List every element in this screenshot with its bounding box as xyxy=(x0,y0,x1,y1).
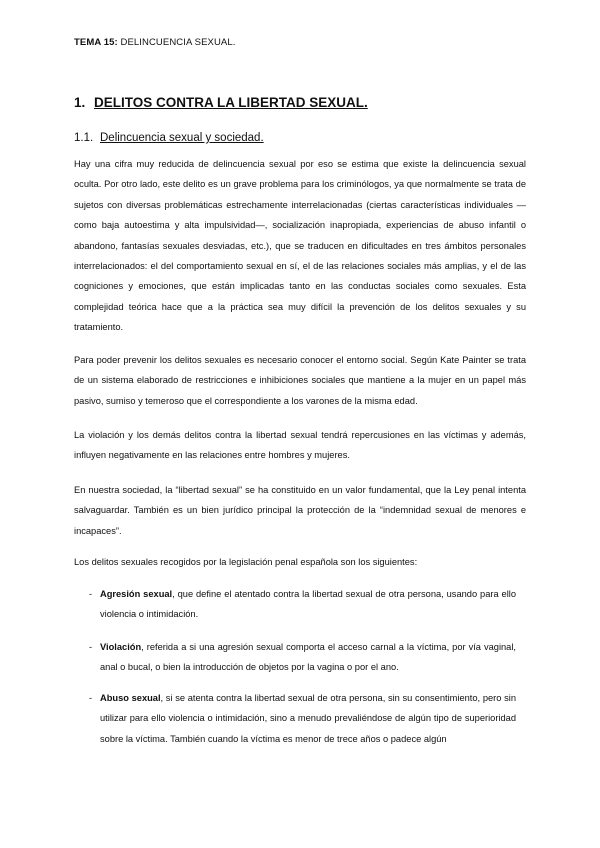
list-dash: - xyxy=(89,693,93,703)
section-title: DELITOS CONTRA LA LIBERTAD SEXUAL. xyxy=(94,95,368,110)
paragraph: En nuestra sociedad, la “libertad sexual” se ha constituido en un valor fundamental, que la Ley penal intenta salvaguardar. También es un bien jurídico principal la protección de la “indemnidad sexual de menores e incapaces”. xyxy=(74,485,526,536)
list-item-content xyxy=(100,637,516,678)
tema-label: TEMA 15: xyxy=(74,37,118,48)
list-dash: - xyxy=(89,589,93,599)
list-item-term: Violación xyxy=(100,642,142,652)
paragraph: Para poder prevenir los delitos sexuales es necesario conocer el entorno social. Según Kate Painter se trata de un sistema elaborado de restricciones e inhibiciones sociales que mantiene a la mujer en un papel más pasivo, sumiso y temeroso que el correspondiente a los varones de la misma edad. xyxy=(74,355,526,406)
list-item-term: Agresión sexual xyxy=(100,589,173,599)
list-item-text: , que define el atentado contra la libertad sexual de otra persona, usando para ello violencia o intimidación. xyxy=(100,589,517,620)
running-header xyxy=(74,37,235,48)
tema-title: DELINCUENCIA SEXUAL. xyxy=(120,37,236,48)
paragraph: Los delitos sexuales recogidos por la legislación penal española son los siguientes: xyxy=(74,557,418,567)
subsection-title: Delincuencia sexual y sociedad. xyxy=(100,132,264,144)
list-item-content xyxy=(100,584,516,625)
list-item-content xyxy=(100,688,516,749)
list-item-text: , referida a si una agresión sexual comporta el acceso carnal a la víctima, por vía vaginal, anal o bucal, o bien la introducción de objetos por la vagina o por el ano. xyxy=(100,642,516,673)
paragraph: La violación y los demás delitos contra la libertad sexual tendrá repercusiones en las víctimas y además, influyen negativamente en las relaciones entre hombres y mujeres. xyxy=(74,430,526,461)
section-heading xyxy=(74,95,368,110)
list-item-text: , si se atenta contra la libertad sexual de otra persona, sin su consentimiento, pero sin utilizar para ello violencia o intimidación, sino a menudo prevaliéndose de algún tipo de superioridad sobre la víctima. También cuando la víctima es menor de trece años o padece algún xyxy=(100,693,516,744)
list-dash: - xyxy=(89,642,93,652)
list-item-term: Abuso sexual xyxy=(100,693,161,703)
section-number: 1. xyxy=(74,95,86,110)
subsection-number: 1.1. xyxy=(74,132,94,144)
subsection-heading xyxy=(74,132,264,144)
paragraph: Hay una cifra muy reducida de delincuencia sexual por eso se estima que existe la delincuencia sexual oculta. Por otro lado, este delito es un grave problema para los criminólogos, ya que normalmente se trata de sujetos con diversas problemáticas estrechamente interrelacionadas (ciertas características individuales — como baja autoestima y alta impulsividad—, socialización inapropiada, experiencias de abuso infantil o abandono, fantasías sexuales desviadas, etc.), que se traducen en dificultades en tres ámbitos personales interrelacionados: el del comportamiento sexual en sí, el de las relaciones sociales más amplias, y el de las cogniciones y emociones, que están implicadas tanto en las conductas sociales como sexuales. Esta complejidad teórica hace que a la práctica sea muy difícil la prevención de los delitos sexuales y su tratamiento. xyxy=(74,159,526,333)
